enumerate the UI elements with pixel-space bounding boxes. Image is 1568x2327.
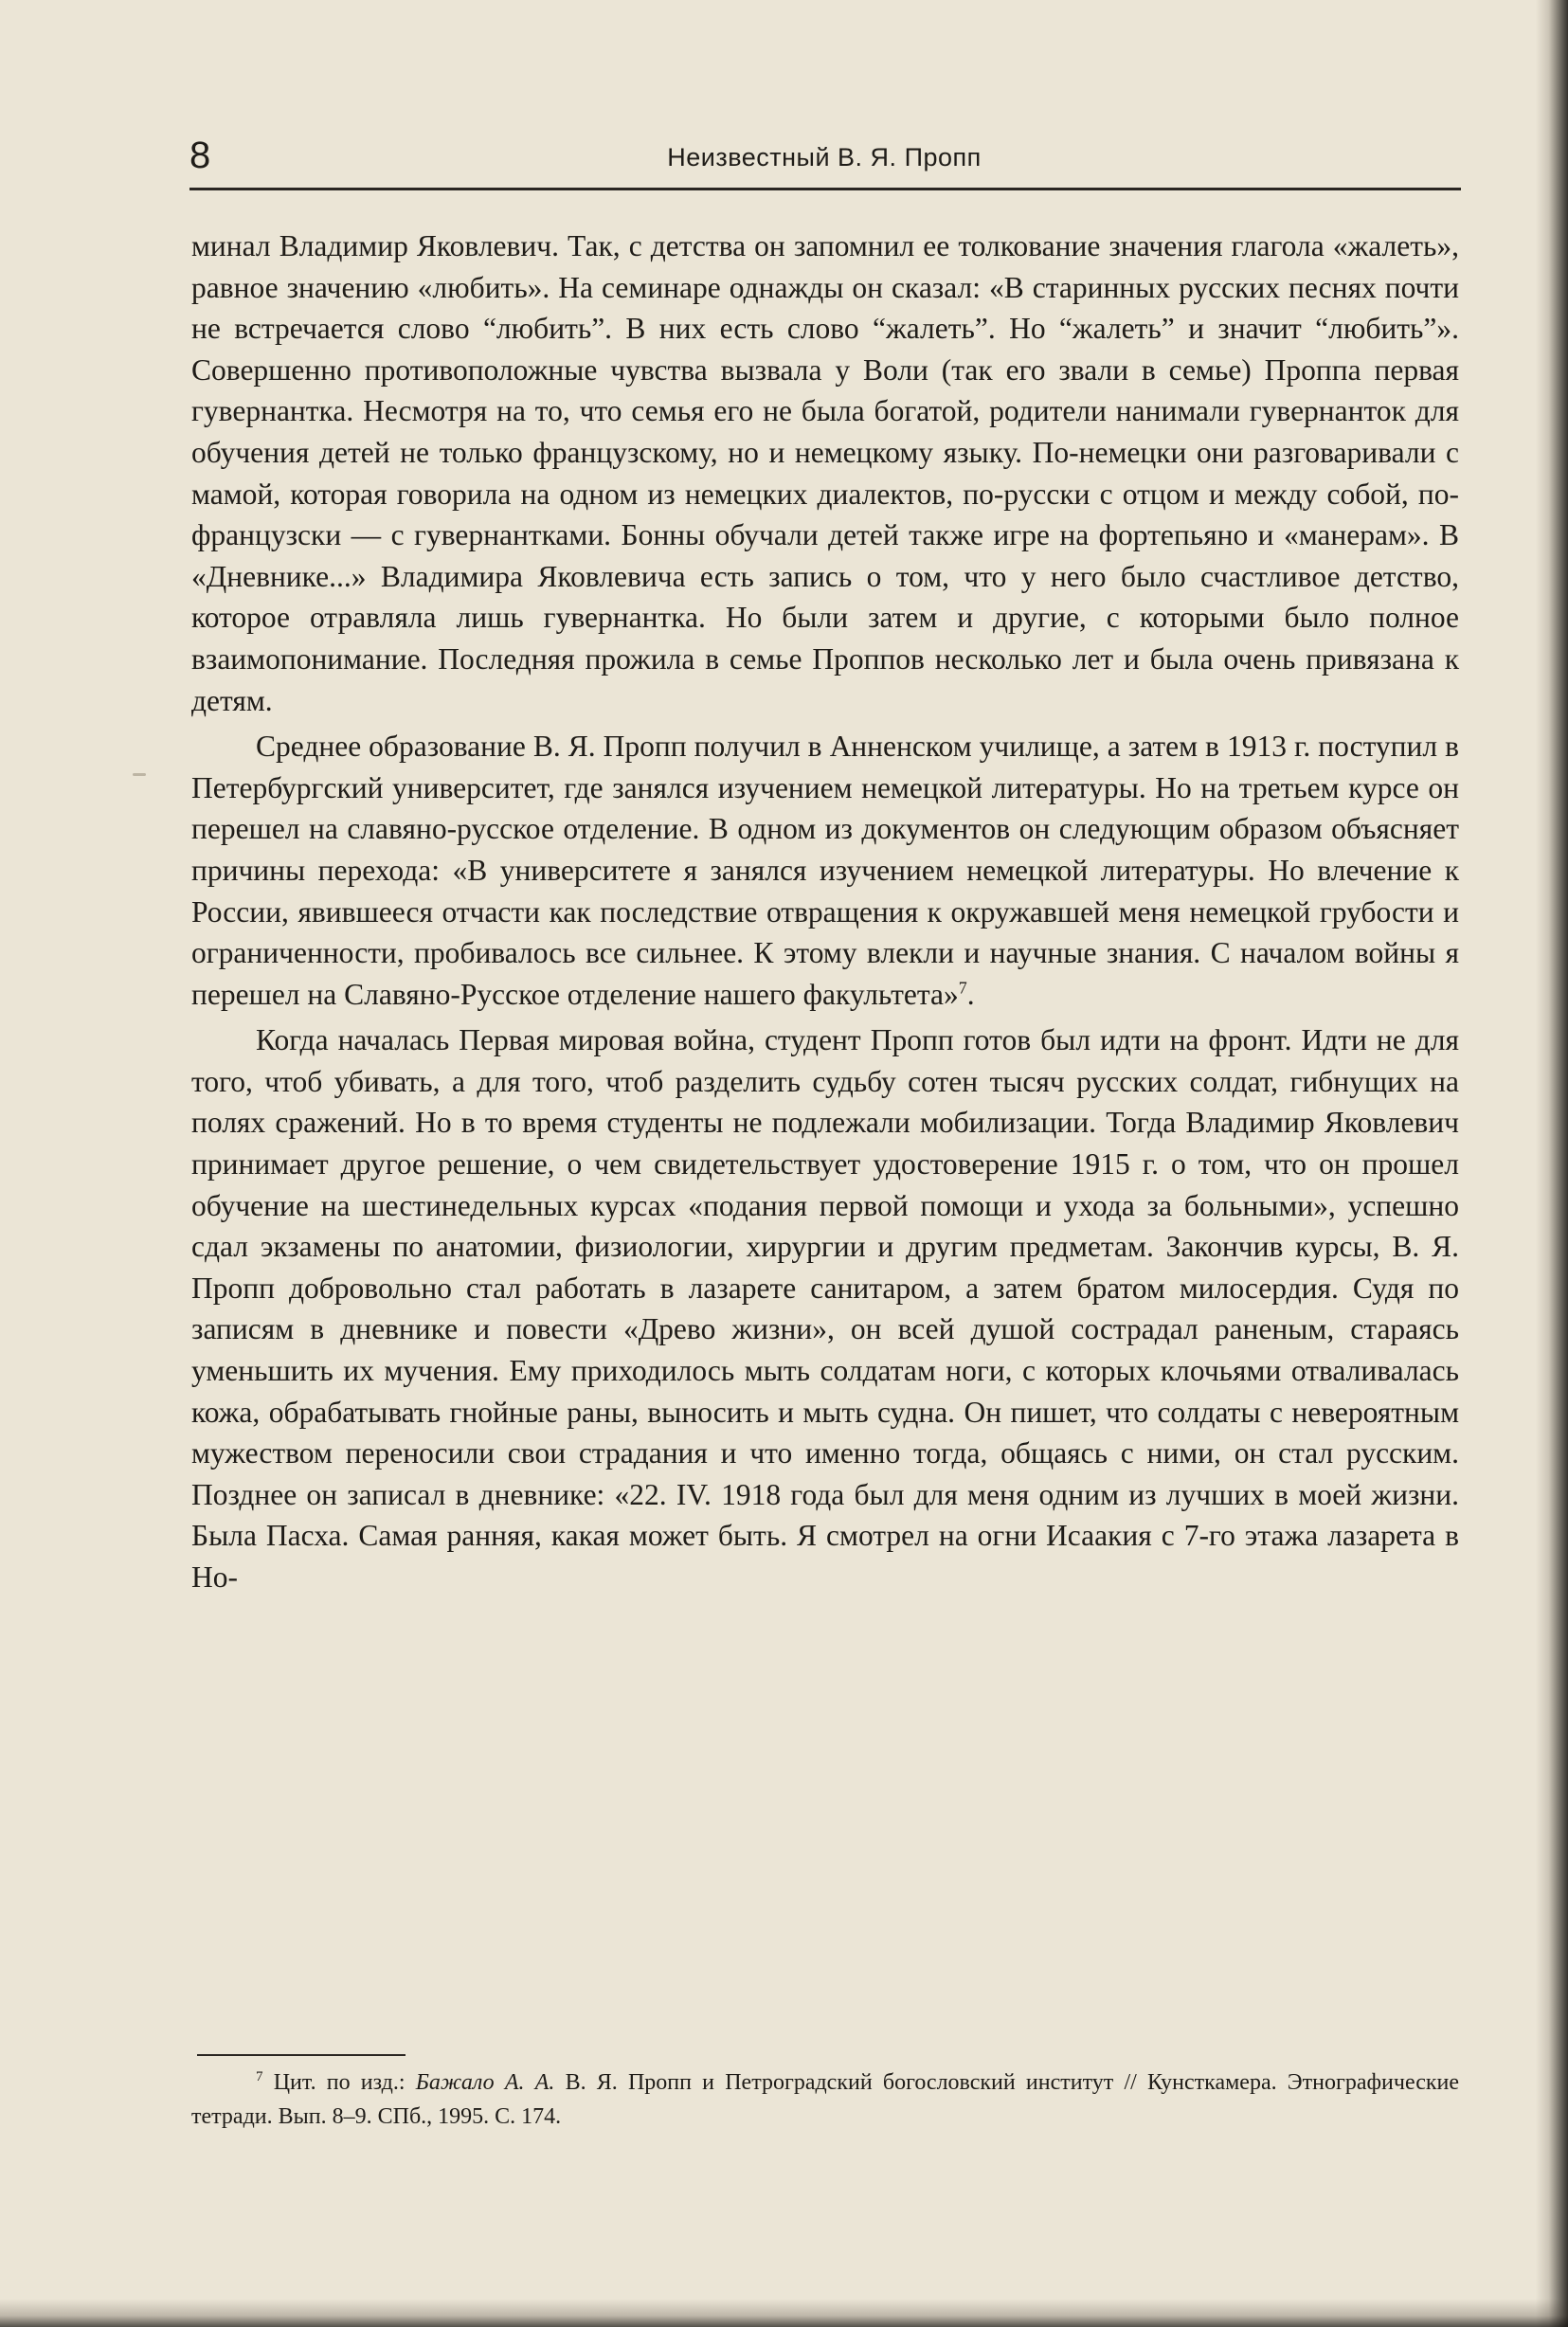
footnote-source: В. Я. Пропп и Петроградский богословский институт // Кунсткамера. Этнографические тетради. Вып. 8–9. СПб., 1995. С. 174. [191,2070,1459,2129]
page-edge-shadow [1536,0,1568,2327]
page-bottom-shadow [0,2299,1568,2327]
paragraph-2-text: Среднее образование В. Я. Пропп получил в Анненском училище, а затем в 1913 г. поступил в Петербургский университет, где занялся изучением немецкой литературы. Но на третьем курсе он перешел на славяно-русское отделение. В одном из документов он следующим образом объясняет причины перехода: «В университете я занялся изучением немецкой литературы. Но влечение к России, явившееся отчасти как последствие отвращения к окружавшей меня немецкой грубости и ограниченности, пробивалось все сильнее. К этому влекли и научные знания. С началом войны я перешел на Славяно-Русское отделение нашего факультета» [191,730,1459,1011]
paragraph-3: Когда началась Первая мировая война, студент Пропп готов был идти на фронт. Идти не для того, чтоб убивать, а для того, чтоб разделить судьбу сотен тысяч русских солдат, гибнущих на полях сражений. Но в то время студенты не подлежали мобилизации. Тогда Владимир Яковлевич принимает другое решение, о чем свидетельствует удостоверение 1915 г. о том, что он прошел обучение на шестинедельных курсах «подания первой помощи и ухода за больными», успешно сдал экзамены по анатомии, физиологии, хирургии и другим предметам. Закончив курсы, В. Я. Пропп добровольно стал работать в лазарете санитаром, а затем братом милосердия. Судя по записям в дневнике и повести «Древо жизни», он всей душой сострадал раненым, стараясь уменьшить их мучения. Ему приходилось мыть солдатам ноги, с которых клочьями отваливалась кожа, обрабатывать гнойные раны, выносить и мыть судна. Он пишет, что солдаты с невероятным мужеством переносили свои страдания и что именно тогда, общаясь с ними, он стал русским. Позднее он записал в дневнике: «22. IV. 1918 года был для меня одним из лучших в моей жизни. Была Пасха. Самая ранняя, какая может быть. Я смотрел на огни Исаакия с 7-го этажа лазарета в Но- [191,1023,1459,1594]
paragraph-1: минал Владимир Яковлевич. Так, с детства он запомнил ее толкование значения глагола «жалеть», равное значению «любить». На семинаре однажды он сказал: «В старинных русских песнях почти не встречается слово “любить”. В них есть слово “жалеть”. Но “жалеть” и значит “любить”». Совершенно противоположные чувства вызвала у Воли (так его звали в семье) Проппа первая гувернантка. Несмотря на то, что семья его не была богатой, родители нанимали гувернанток для обучения детей не только французскому, но и немецкому языку. По-немецки они разговаривали с мамой, которая говорила на одном из немецких диалектов, по-русски с отцом и между собой, по-французски — с гувернантками. Бонны обучали детей также игре на фортепьяно и «манерам». В «Дневнике...» Владимира Яковлевича есть запись о том, что у него было счастливое детство, которое отравляла лишь гувернантка. Но были затем и другие, с которыми было полное взаимопонимание. Последняя прожила в семье Проппов несколько лет и была очень привязана к детям. [191,229,1459,717]
footnote-author: Бажало А. А. [415,2070,555,2095]
page-header [189,131,1459,188]
footnote-rule [197,2054,406,2056]
footnote-reference: 7 [958,978,967,998]
page-number: 8 [189,135,211,176]
header-rule [189,188,1461,190]
main-text [191,225,1459,1598]
footnote [191,2065,1459,2134]
running-title: Неизвестный В. Я. Пропп [667,143,982,171]
paragraph-2 [191,726,1459,1015]
footnote-mark: 7 [256,2069,263,2084]
paragraph-2-end: . [966,977,975,1011]
footnote-prefix: Цит. по изд.: [273,2070,416,2095]
paper-speck [133,773,146,776]
